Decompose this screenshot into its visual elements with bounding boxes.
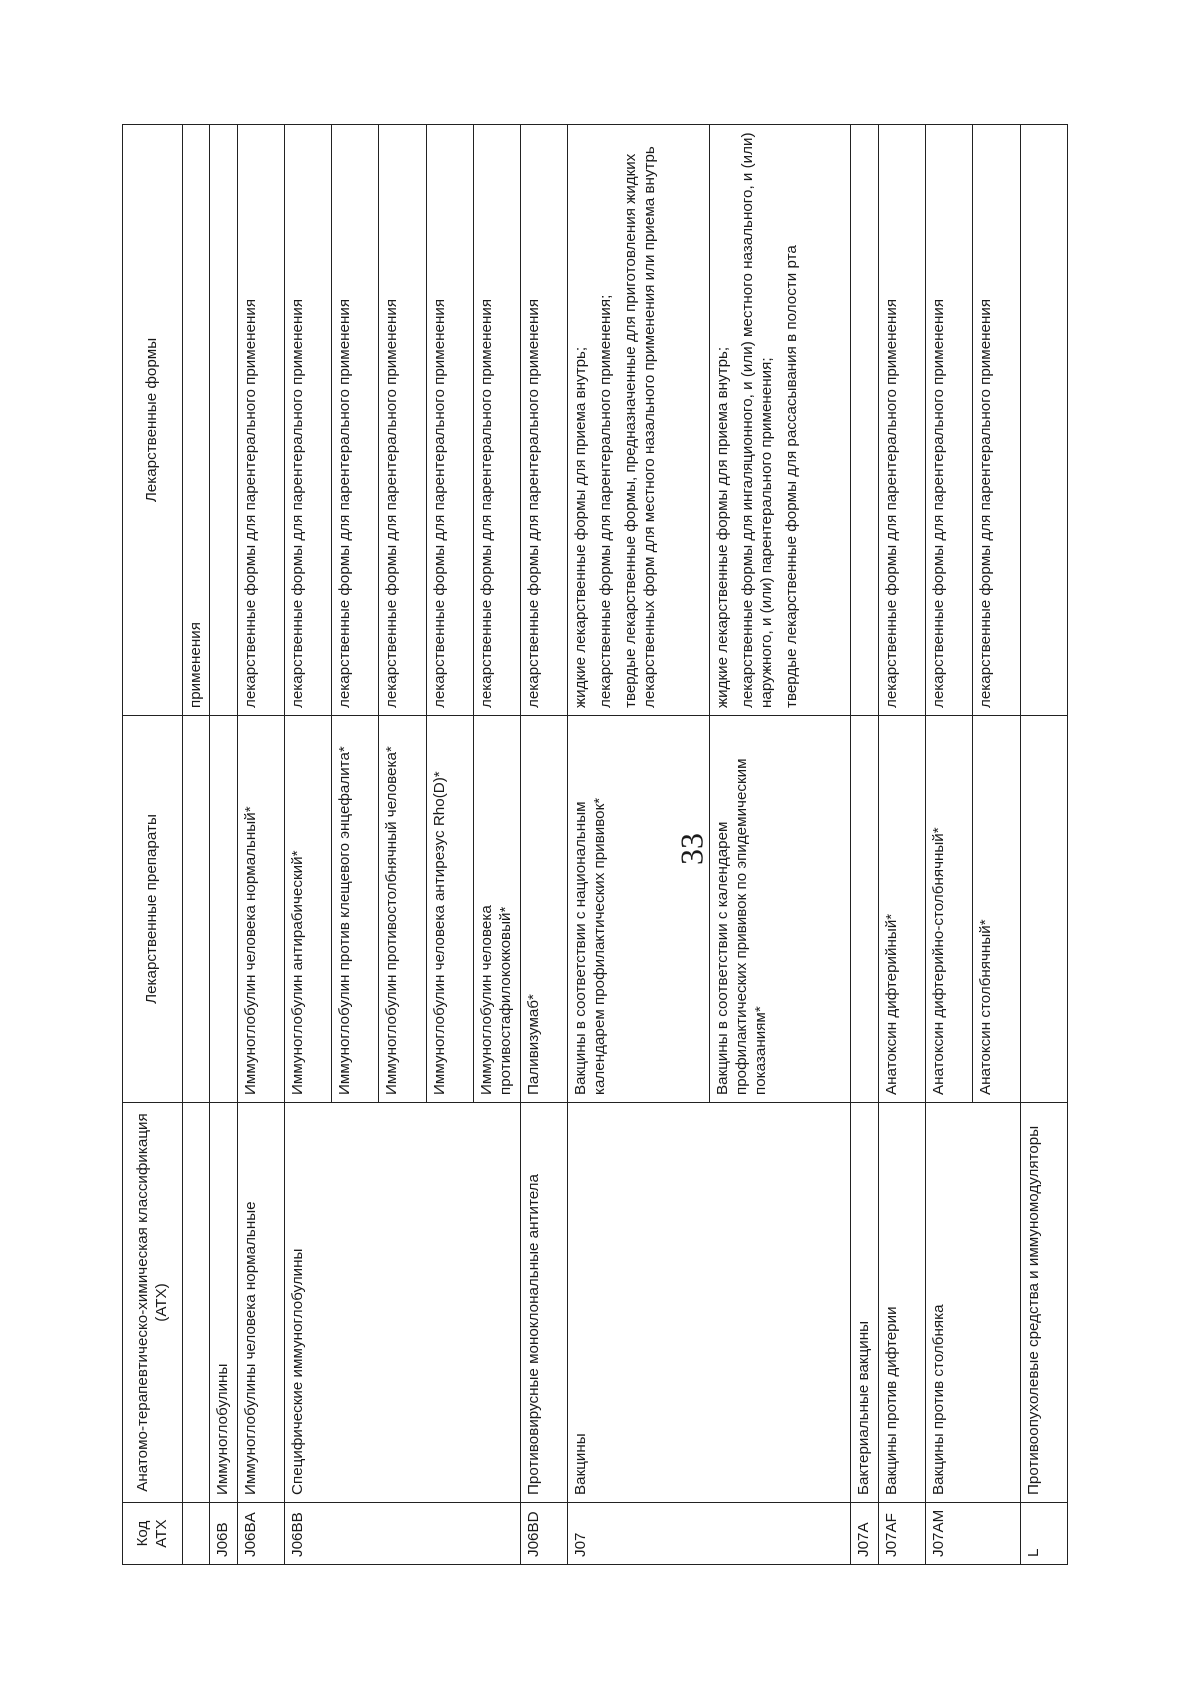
cell-forms: [521, 125, 568, 716]
header-drugs: Лекарственные препараты: [123, 716, 183, 1103]
cell-forms: [426, 125, 473, 716]
table-header-row: [123, 125, 183, 1565]
drug-table: [122, 124, 1068, 1565]
table-row: [568, 125, 710, 1565]
cell-drug: Анатоксин столбнячный*: [973, 716, 1020, 1103]
cell-atc: Бактериальные вакцины: [851, 1103, 879, 1503]
cell-forms: [851, 125, 879, 716]
cell-forms: [879, 125, 926, 716]
table-row: [709, 125, 851, 1565]
cell-code: J07AM: [926, 1503, 973, 1565]
table-row: [521, 125, 568, 1565]
cell-forms: [1020, 125, 1067, 716]
cell-forms: [332, 125, 379, 716]
header-forms: Лекарственные формы: [123, 125, 183, 716]
cell-forms: [473, 125, 520, 716]
cell-code: J06BD: [521, 1503, 568, 1565]
cell-code: L: [1020, 1503, 1067, 1565]
form-line: лекарственные формы для парентерального применения: [477, 298, 495, 708]
cell-code: [332, 1503, 379, 1565]
cell-forms: [182, 125, 210, 716]
cell-drug: Иммуноглобулин человека противостафилококковый*: [473, 716, 520, 1103]
cell-drug: Иммуноглобулин против клещевого энцефалита*: [332, 716, 379, 1103]
form-line: лекарственные формы для ингаляционного, и (или) местного назального, и (или) наружного, и (или) парентерального применения;: [738, 132, 775, 708]
cell-atc: [182, 1103, 210, 1503]
form-line: твердые лекарственные формы, предназначенные для приготовления жидких лекарственных форм для местного назального применения или приема внутрь: [622, 146, 659, 708]
table-row: [237, 125, 284, 1565]
cell-code: J07A: [851, 1503, 879, 1565]
table-row: [879, 125, 926, 1565]
cell-forms: [379, 125, 426, 716]
table-row: [1020, 125, 1067, 1565]
cell-drug: Вакцины в соответствии с календарем профилактических прививок по эпидемическим показаниям*: [709, 716, 851, 1103]
form-line: лекарственные формы для парентерального применения: [525, 298, 543, 708]
cell-atc: [709, 1103, 851, 1503]
form-line: лекарственные формы для парентерального применения: [289, 298, 307, 708]
cell-drug: [210, 716, 238, 1103]
table-row: [210, 125, 238, 1565]
cell-code: J06B: [210, 1503, 238, 1565]
cell-code: [426, 1503, 473, 1565]
form-line: применения: [186, 622, 204, 708]
table-row: [285, 125, 332, 1565]
cell-atc: Вакцины против дифтерии: [879, 1103, 926, 1503]
cell-drug: Паливизумаб*: [521, 716, 568, 1103]
rotated-table-wrapper: [122, 125, 1068, 1565]
table-row: [926, 125, 973, 1565]
cell-atc: [473, 1103, 520, 1503]
cell-atc: Вакцины: [568, 1103, 710, 1503]
cell-forms: [237, 125, 284, 716]
table-row: [426, 125, 473, 1565]
cell-forms: [285, 125, 332, 716]
form-line: лекарственные формы для парентерального применения: [430, 298, 448, 708]
cell-forms: [926, 125, 973, 716]
table-row: [379, 125, 426, 1565]
cell-atc: [379, 1103, 426, 1503]
header-atc: Анатомо-терапевтическо-химическая классификация (АТХ): [123, 1103, 183, 1503]
cell-drug: [182, 716, 210, 1103]
cell-code: [379, 1503, 426, 1565]
cell-drug: Иммуноглобулин антирабический*: [285, 716, 332, 1103]
cell-code: [473, 1503, 520, 1565]
form-line: жидкие лекарственные формы для приема внутрь;: [713, 346, 731, 708]
form-line: жидкие лекарственные формы для приема внутрь;: [572, 346, 590, 708]
cell-atc: Противовирусные моноклональные антитела: [521, 1103, 568, 1503]
cell-code: J06BA: [237, 1503, 284, 1565]
cell-forms: [568, 125, 710, 716]
cell-code: J07AF: [879, 1503, 926, 1565]
form-line: твердые лекарственные формы для рассасывания в полости рта: [782, 245, 800, 708]
cell-drug: Иммуноглобулин противостолбнячный человека*: [379, 716, 426, 1103]
cell-atc: Противоопухолевые средства и иммуномодуляторы: [1020, 1103, 1067, 1503]
cell-atc: [332, 1103, 379, 1503]
cell-drug: Анатоксин дифтерийный*: [879, 716, 926, 1103]
table-row: [973, 125, 1020, 1565]
form-line: лекарственные формы для парентерального применения: [930, 298, 948, 708]
table-row: [182, 125, 210, 1565]
cell-atc: [426, 1103, 473, 1503]
form-line: лекарственные формы для парентерального применения: [383, 298, 401, 708]
cell-forms: [709, 125, 851, 716]
cell-drug: Иммуноглобулин человека нормальный*: [237, 716, 284, 1103]
table-row: [332, 125, 379, 1565]
cell-atc: Иммуноглобулины человека нормальные: [237, 1103, 284, 1503]
form-line: лекарственные формы для парентерального применения: [883, 298, 901, 708]
table-row: [473, 125, 520, 1565]
form-line: лекарственные формы для парентерального применения: [336, 298, 354, 708]
table-row: [851, 125, 879, 1565]
cell-code: [709, 1503, 851, 1565]
form-line: лекарственные формы для парентерального применения: [241, 298, 259, 708]
cell-code: J07: [568, 1503, 710, 1565]
cell-drug: [851, 716, 879, 1103]
cell-atc: Вакцины против столбняка: [926, 1103, 973, 1503]
cell-atc: [973, 1103, 1020, 1503]
cell-drug: Иммуноглобулин человека антирезус Rho(D)*: [426, 716, 473, 1103]
cell-atc: Иммуноглобулины: [210, 1103, 238, 1503]
form-line: лекарственные формы для парентерального применения;: [597, 294, 615, 708]
header-code: Код АТХ: [123, 1503, 183, 1565]
cell-code: J06BB: [285, 1503, 332, 1565]
cell-forms: [973, 125, 1020, 716]
cell-code: [973, 1503, 1020, 1565]
form-line: лекарственные формы для парентерального применения: [977, 298, 995, 708]
page-number: 33: [673, 833, 710, 865]
cell-atc: Специфические иммуноглобулины: [285, 1103, 332, 1503]
cell-drug: Вакцины в соответствии с национальным календарем профилактических прививок*: [568, 716, 710, 1103]
cell-drug: [1020, 716, 1067, 1103]
cell-drug: Анатоксин дифтерийно-столбнячный*: [926, 716, 973, 1103]
cell-forms: [210, 125, 238, 716]
cell-code: [182, 1503, 210, 1565]
